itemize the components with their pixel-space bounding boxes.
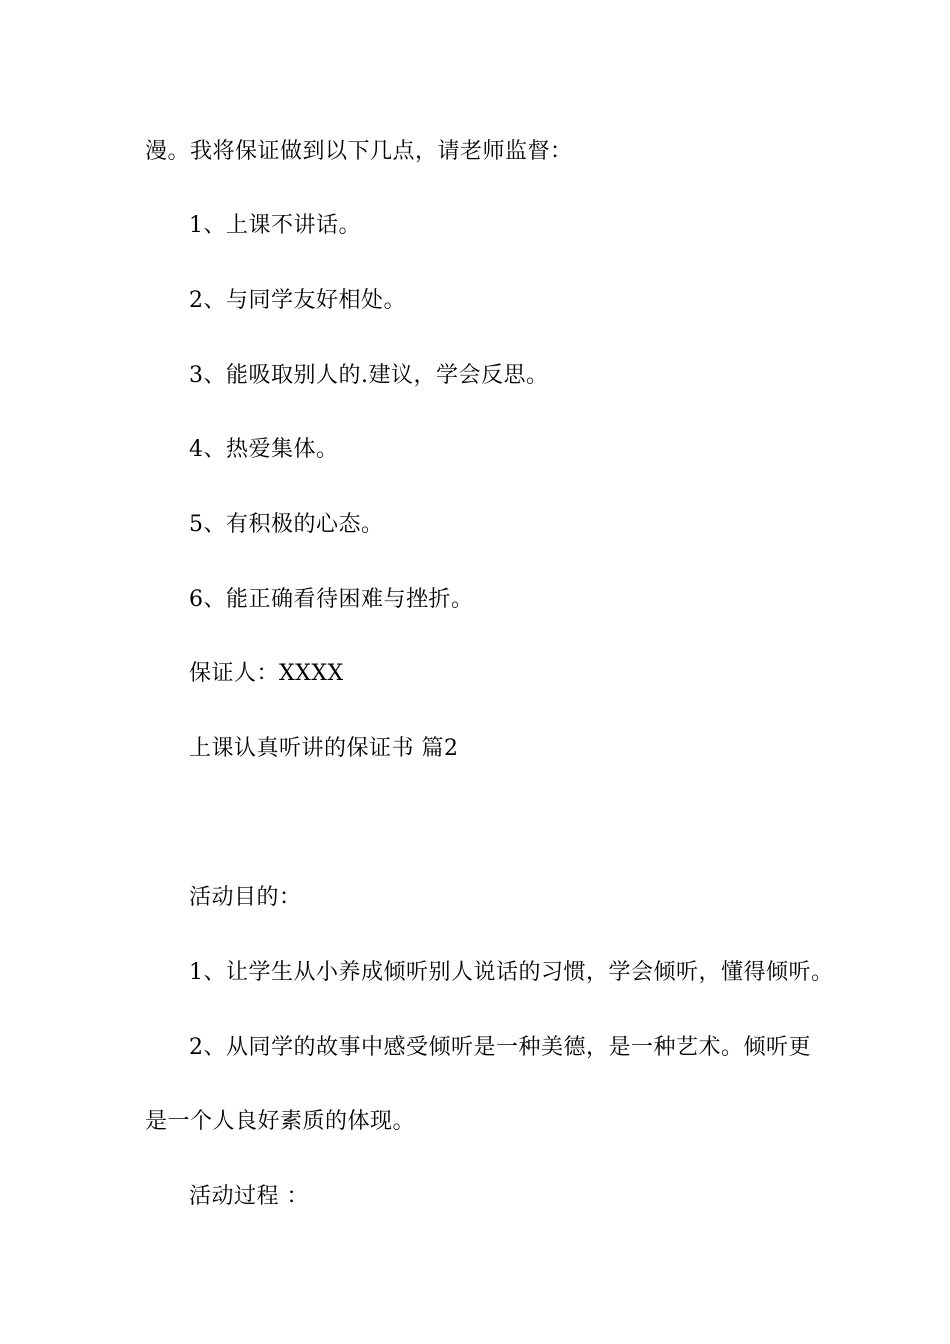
list-item: 1、上课不讲话。: [189, 213, 361, 238]
list-item: 4、热爱集体。: [189, 437, 339, 462]
list-item: 2、从同学的故事中感受倾听是一种美德，是一种艺术。倾听更: [189, 1035, 811, 1060]
section-heading: 上课认真听讲的保证书 篇2: [189, 736, 459, 761]
list-item: 2、与同学友好相处。: [189, 288, 406, 313]
list-item: 1、让学生从小养成倾听别人说话的习惯，学会倾听，懂得倾听。: [189, 960, 834, 985]
paragraph-line: 漫。我将保证做到以下几点，请老师监督：: [145, 139, 573, 164]
list-item: 6、能正确看待困难与挫折。: [189, 587, 474, 612]
section-label: 活动目的：: [189, 885, 302, 910]
signature-line: 保证人：XXXX: [189, 661, 344, 686]
list-item: 3、能吸取别人的.建议，学会反思。: [189, 363, 549, 388]
section-label: 活动过程 ：: [189, 1184, 309, 1209]
list-item: 5、有积极的心态。: [189, 512, 384, 537]
paragraph-line: 是一个人良好素质的体现。: [145, 1109, 416, 1134]
